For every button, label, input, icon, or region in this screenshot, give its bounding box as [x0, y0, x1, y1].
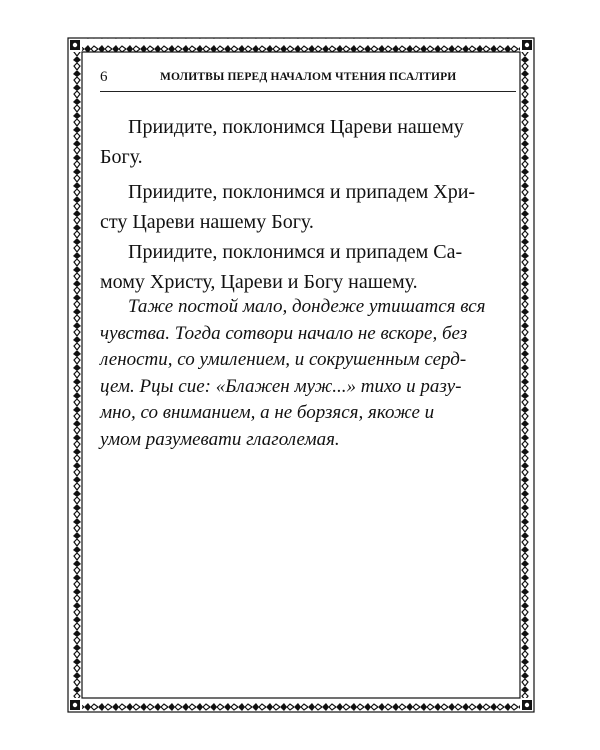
running-title: МОЛИТВЫ ПЕРЕД НАЧАЛОМ ЧТЕНИЯ ПСАЛТИРИ	[160, 71, 457, 83]
paragraph-3	[100, 237, 500, 297]
page-number: 6	[100, 69, 108, 85]
rubric-line-4: цем. Рцы сие: «Блажен муж...» тихо и разу-	[100, 375, 462, 397]
rubric-line-6: умом разумевати глаголемая.	[100, 428, 340, 450]
rubric-line-3: лености, со умилением, и сокрушенным серд-	[100, 349, 467, 370]
rubric-line-1: Таже постой мало, дондеже утишатся вся	[128, 296, 486, 317]
rubric	[100, 294, 500, 453]
running-header	[100, 67, 516, 92]
paragraph-3-line-2: мому Христу, Цареви и Богу нашему.	[100, 271, 418, 293]
paragraph-1-line-1: Приидите, поклонимся Цареви нашему	[128, 116, 464, 138]
paragraph-1	[100, 112, 500, 172]
paragraph-2-line-1: Приидите, поклонимся и припадем Хри-	[128, 181, 476, 203]
paragraph-2	[100, 177, 500, 237]
paragraph-3-line-1: Приидите, поклонимся и припадем Са-	[128, 241, 463, 263]
rubric-line-2: чувства. Тогда сотвори начало не вскоре, без	[100, 322, 468, 344]
paragraph-1-line-2: Богу.	[100, 146, 143, 168]
paragraph-2-line-2: сту Цареви нашему Богу.	[100, 211, 314, 233]
rubric-line-5: мно, со вниманием, а не борзяся, якоже и	[100, 402, 435, 423]
